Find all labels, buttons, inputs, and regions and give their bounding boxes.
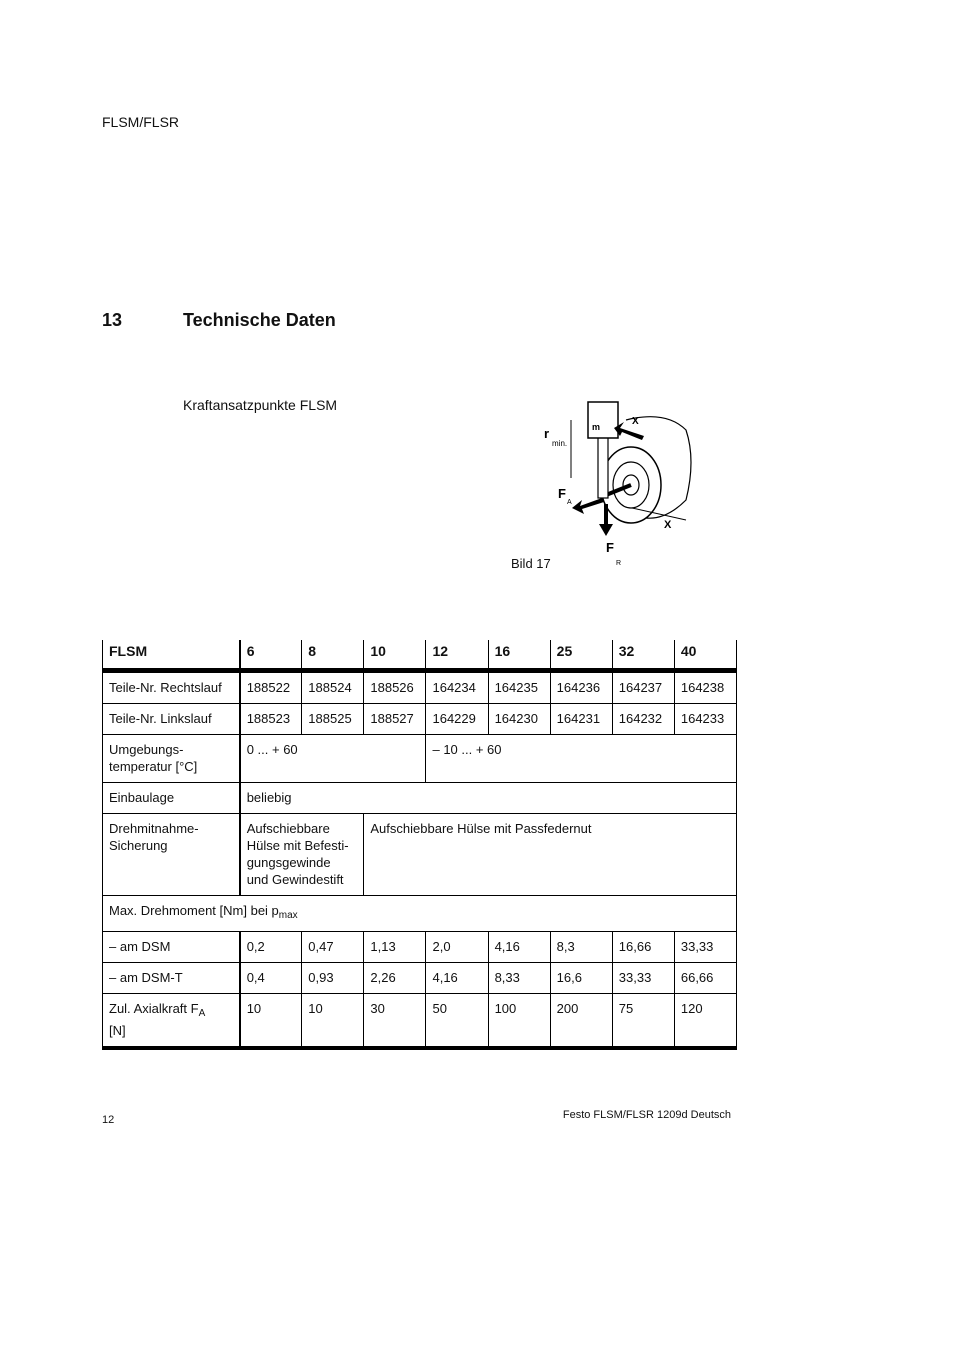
table-cell: 188526 <box>364 671 426 704</box>
cell-line: Aufschiebbare <box>246 821 330 836</box>
header-cell-size: 32 <box>612 640 674 671</box>
label-subscript: A <box>198 1008 206 1019</box>
fr-label: F <box>606 540 614 555</box>
table-cell: 188522 <box>240 671 302 704</box>
mass-block <box>588 402 618 438</box>
rmin-sub-label: min. <box>552 439 568 448</box>
table-cell: 10 <box>240 994 302 1049</box>
table-cell: 0,2 <box>240 932 302 963</box>
header-cell-size: 8 <box>302 640 364 671</box>
table-cell: 0 ... + 60 <box>240 735 426 783</box>
row-label: – am DSM <box>103 932 240 963</box>
table-cell: 0,47 <box>302 932 364 963</box>
document-reference: Festo FLSM/FLSR 1209d Deutsch <box>562 1109 731 1121</box>
force-arrow-fa <box>572 498 604 514</box>
table-cell: 66,66 <box>674 963 736 994</box>
table-row-rechtslauf <box>103 671 737 704</box>
table-cell: 188525 <box>302 704 364 735</box>
rmin-label: r <box>544 426 550 441</box>
table-cell: 8,3 <box>550 932 612 963</box>
table-cell: 10 <box>302 994 364 1049</box>
row-label <box>103 814 240 896</box>
table-cell: 16,6 <box>550 963 612 994</box>
header-cell-size: 40 <box>674 640 736 671</box>
row-label: – am DSM-T <box>103 963 240 994</box>
table-cell: 164237 <box>612 671 674 704</box>
label-subscript: max <box>278 910 298 921</box>
table-cell: 200 <box>550 994 612 1049</box>
table-cell: 2,0 <box>426 932 488 963</box>
table-cell: 4,16 <box>488 932 550 963</box>
fa-sub-label: A <box>567 499 572 506</box>
table-cell: 8,33 <box>488 963 550 994</box>
figure-subtitle: Kraftansatzpunkte FLSM <box>183 397 338 413</box>
table-cell: 100 <box>488 994 550 1049</box>
header-cell-type: FLSM <box>103 640 240 671</box>
section-number: 13 <box>102 310 123 330</box>
fa-label: F <box>558 486 566 501</box>
row-label-line: Drehmitnahme- <box>109 821 199 836</box>
header-cell-size: 25 <box>550 640 612 671</box>
label-text: Zul. Axialkraft F <box>109 1001 199 1016</box>
row-label-unit: [N] <box>109 1023 126 1038</box>
table-row-temperature <box>103 735 737 783</box>
table-cell: 16,66 <box>612 932 674 963</box>
table-cell: 188527 <box>364 704 426 735</box>
header-cell-size: 10 <box>364 640 426 671</box>
table-row-dsm-t <box>103 963 737 994</box>
table-cell: 164231 <box>550 704 612 735</box>
table-cell: 50 <box>426 994 488 1049</box>
table-cell: – 10 ... + 60 <box>426 735 737 783</box>
header-cell-size: 6 <box>240 640 302 671</box>
table-row-dsm <box>103 932 737 963</box>
table-cell: 1,13 <box>364 932 426 963</box>
cell-line: gungsgewinde <box>246 855 331 870</box>
row-label-line: temperatur [°C] <box>109 759 198 774</box>
table-cell: 164238 <box>674 671 736 704</box>
table-cell: 33,33 <box>612 963 674 994</box>
table-cell: 0,93 <box>302 963 364 994</box>
x-label-top: X <box>632 416 639 427</box>
table-row-max-torque <box>103 896 737 932</box>
table-cell: 188524 <box>302 671 364 704</box>
table-cell: 120 <box>674 994 736 1049</box>
fr-sub-label: R <box>616 560 622 567</box>
mass-label: m <box>592 422 601 432</box>
table-cell: Aufschiebbare Hülse mit Passfedernut <box>364 814 737 896</box>
section-title: Technische Daten <box>183 310 336 330</box>
force-points-diagram <box>536 390 716 570</box>
page-number: 12 <box>102 1114 115 1126</box>
row-label: Teile-Nr. Linkslauf <box>103 704 240 735</box>
table-cell: 33,33 <box>674 932 736 963</box>
running-header: FLSM/FLSR <box>102 114 180 130</box>
row-label <box>103 994 240 1049</box>
table-cell: 164232 <box>612 704 674 735</box>
row-label-line: Umgebungs- <box>109 742 184 757</box>
table-cell <box>240 814 364 896</box>
figure-caption: Bild 17 <box>511 556 551 571</box>
row-label: Einbaulage <box>103 783 240 814</box>
table-cell: beliebig <box>240 783 737 814</box>
table-row-linkslauf <box>103 704 737 735</box>
table-cell: 164233 <box>674 704 736 735</box>
table-cell: 2,26 <box>364 963 426 994</box>
table-row-einbaulage <box>103 783 737 814</box>
row-label-line <box>109 1000 233 1022</box>
cell-line: Hülse mit Befesti- <box>246 838 349 853</box>
row-label: Teile-Nr. Rechtslauf <box>103 671 240 704</box>
row-label <box>103 735 240 783</box>
table-cell: 164236 <box>550 671 612 704</box>
table-cell: 164229 <box>426 704 488 735</box>
technical-data-table <box>102 640 737 1050</box>
table-header-row <box>103 640 737 671</box>
cell-line: und Gewindestift <box>246 872 344 887</box>
row-label <box>103 896 737 932</box>
row-label-line: Sicherung <box>109 838 168 853</box>
x-label-bottom: X <box>664 519 672 531</box>
table-cell: 4,16 <box>426 963 488 994</box>
header-cell-size: 12 <box>426 640 488 671</box>
table-cell: 164230 <box>488 704 550 735</box>
header-cell-size: 16 <box>488 640 550 671</box>
table-cell: 75 <box>612 994 674 1049</box>
table-cell: 188523 <box>240 704 302 735</box>
table-cell: 0,4 <box>240 963 302 994</box>
label-text: Max. Drehmoment [Nm] bei p <box>109 903 279 918</box>
table-cell: 30 <box>364 994 426 1049</box>
table-row-axial-force <box>103 994 737 1049</box>
table-cell: 164235 <box>488 671 550 704</box>
table-row-drehmitnahme <box>103 814 737 896</box>
table-cell: 164234 <box>426 671 488 704</box>
